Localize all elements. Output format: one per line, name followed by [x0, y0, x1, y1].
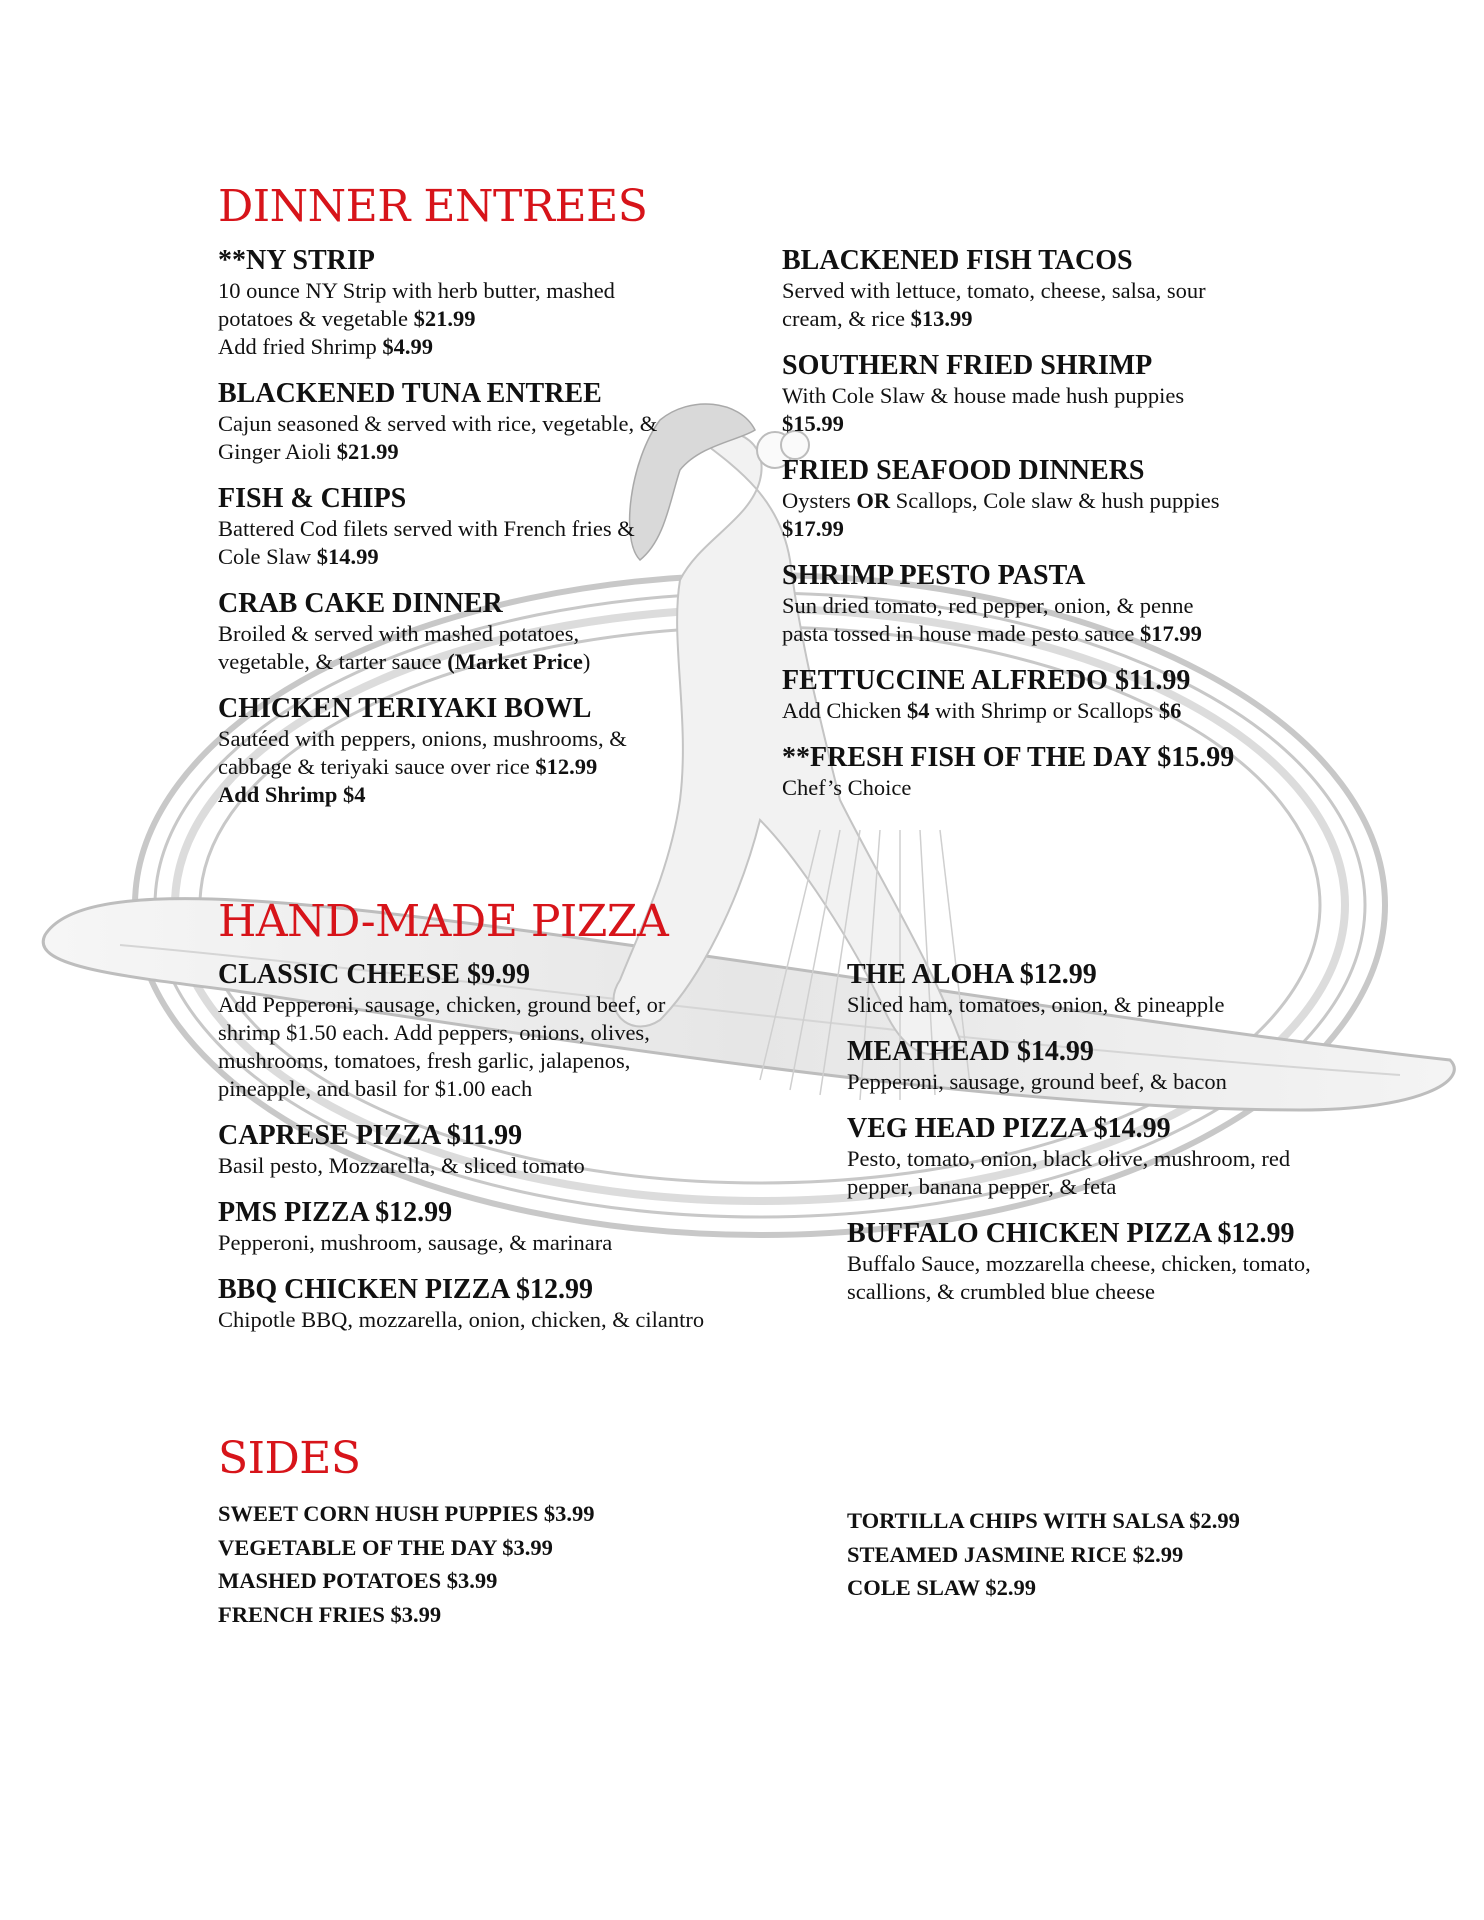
menu-item-description [218, 515, 738, 571]
menu-item-name: **NY STRIP [218, 245, 375, 276]
description-line [218, 648, 738, 676]
section-title-dinner-entrees: DINNER ENTREES [218, 181, 648, 232]
section-title-sides: SIDES [218, 1433, 361, 1484]
price-text: $17.99 [782, 516, 844, 541]
description-text: Add Chicken [782, 698, 907, 723]
description-line [847, 1278, 1447, 1306]
description-line [782, 515, 1342, 543]
menu-item-name: VEG HEAD PIZZA $14.99 [847, 1113, 1171, 1144]
menu-item-description [847, 1068, 1447, 1096]
menu-item-description [218, 1306, 798, 1334]
menu-item [218, 483, 738, 571]
entrees-left-column [218, 245, 738, 826]
sides-left-column [218, 1497, 595, 1631]
menu-item-description [218, 1152, 798, 1180]
menu-item [782, 245, 1342, 333]
side-item: TORTILLA CHIPS WITH SALSA $2.99 [847, 1508, 1240, 1533]
price-text: OR [856, 488, 891, 513]
description-text: mushrooms, tomatoes, fresh garlic, jalapenos, [218, 1048, 631, 1073]
menu-item-name: **FRESH FISH OF THE DAY $15.99 [782, 742, 1235, 773]
menu-item-name: FISH & CHIPS [218, 483, 407, 514]
menu-item-description [847, 991, 1447, 1019]
description-text: Battered Cod filets served with French fries & [218, 516, 635, 541]
price-text: $12.99 [535, 754, 598, 779]
description-line [218, 543, 738, 571]
menu-item [847, 1218, 1447, 1306]
description-line [782, 697, 1342, 725]
description-text: Sautéed with peppers, onions, mushrooms, & [218, 726, 627, 751]
menu-item-description [847, 1250, 1447, 1306]
description-text: cream, & rice [782, 306, 911, 331]
entrees-right-column [782, 245, 1342, 819]
menu-item-description [218, 410, 738, 466]
menu-item-name: FETTUCCINE ALFREDO $11.99 [782, 665, 1191, 696]
description-line [782, 277, 1342, 305]
description-text: Chipotle BBQ, mozzarella, onion, chicken, & cilantro [218, 1307, 705, 1332]
description-text: Buffalo Sauce, mozzarella cheese, chicken, tomato, [847, 1251, 1311, 1276]
menu-item [782, 350, 1342, 438]
price-text: (Market Price [447, 649, 583, 674]
menu-item [218, 1274, 798, 1334]
menu-item-name: SHRIMP PESTO PASTA [782, 560, 1086, 591]
menu-item [782, 742, 1342, 802]
description-line [847, 991, 1447, 1019]
description-text: Pepperoni, mushroom, sausage, & marinara [218, 1230, 613, 1255]
description-text: Cole Slaw [218, 544, 317, 569]
menu-item [218, 378, 738, 466]
menu-item-description [782, 277, 1342, 333]
menu-item-name: CHICKEN TERIYAKI BOWL [218, 693, 592, 724]
menu-item [218, 245, 738, 361]
description-text: with Shrimp or Scallops [929, 698, 1159, 723]
menu-item-name: BUFFALO CHICKEN PIZZA $12.99 [847, 1218, 1295, 1249]
description-line [218, 1047, 798, 1075]
menu-item [218, 959, 798, 1103]
description-line [782, 774, 1342, 802]
description-line [218, 1152, 798, 1180]
price-text: $13.99 [910, 306, 973, 331]
menu-item-description [782, 774, 1342, 802]
menu-item-name: THE ALOHA $12.99 [847, 959, 1097, 990]
description-line [218, 1075, 798, 1103]
description-line [218, 725, 738, 753]
description-text: vegetable, & tarter sauce [218, 649, 448, 674]
price-text: $6 [1158, 698, 1182, 723]
menu-item-name: CLASSIC CHEESE $9.99 [218, 959, 530, 990]
menu-item-description [782, 697, 1342, 725]
description-line [218, 1229, 798, 1257]
description-line [782, 487, 1342, 515]
description-line [218, 410, 738, 438]
menu-item-name: CAPRESE PIZZA $11.99 [218, 1120, 523, 1151]
price-text: $4 [906, 698, 930, 723]
description-text: cabbage & teriyaki sauce over rice [218, 754, 536, 779]
description-text: Add fried Shrimp [218, 334, 383, 359]
menu-item-description [218, 620, 738, 676]
menu-item-description [218, 991, 798, 1103]
menu-item [218, 693, 738, 809]
description-line [782, 620, 1342, 648]
description-line [218, 991, 798, 1019]
menu-item-name: BLACKENED FISH TACOS [782, 245, 1133, 276]
description-text: Sun dried tomato, red pepper, onion, & penne [782, 593, 1194, 618]
menu-item [782, 665, 1342, 725]
menu-item [847, 1113, 1447, 1201]
pizza-right-column [847, 959, 1447, 1323]
description-text: 10 ounce NY Strip with herb butter, mashed [218, 278, 615, 303]
description-text: Ginger Aioli [218, 439, 337, 464]
side-item: SWEET CORN HUSH PUPPIES $3.99 [218, 1501, 595, 1526]
description-text: Basil pesto, Mozzarella, & sliced tomato [218, 1153, 585, 1178]
price-text: $4.99 [382, 334, 433, 359]
menu-item-name: BLACKENED TUNA ENTREE [218, 378, 602, 409]
description-text: shrimp $1.50 each. Add peppers, onions, olives, [218, 1020, 650, 1045]
description-line [782, 382, 1342, 410]
description-line [218, 305, 738, 333]
description-line [218, 781, 738, 809]
side-item: VEGETABLE OF THE DAY $3.99 [218, 1534, 553, 1560]
menu-item-name: MEATHEAD $14.99 [847, 1036, 1094, 1067]
menu-item [782, 560, 1342, 648]
description-line [218, 333, 738, 361]
menu-item [847, 1036, 1447, 1096]
description-line [218, 515, 738, 543]
side-item: STEAMED JASMINE RICE $2.99 [847, 1541, 1184, 1567]
description-text: potatoes & vegetable [218, 306, 414, 331]
description-line [847, 1250, 1447, 1278]
description-line [218, 753, 738, 781]
description-text: pepper, banana pepper, & feta [847, 1174, 1117, 1199]
description-text: Broiled & served with mashed potatoes, [218, 621, 580, 646]
description-text: Pesto, tomato, onion, black olive, mushroom, red [847, 1146, 1291, 1171]
menu-item-name: CRAB CAKE DINNER [218, 588, 503, 619]
menu-item-name: BBQ CHICKEN PIZZA $12.99 [218, 1274, 593, 1305]
menu-item-description [218, 277, 738, 361]
description-line [782, 592, 1342, 620]
price-text: $21.99 [336, 439, 399, 464]
description-line [847, 1068, 1447, 1096]
menu-item-name: PMS PIZZA $12.99 [218, 1197, 453, 1228]
price-text: Add Shrimp $4 [218, 782, 366, 807]
description-text: Scallops, Cole slaw & hush puppies [890, 488, 1220, 513]
sides-right-column [847, 1504, 1240, 1605]
price-text: $15.99 [782, 411, 844, 436]
description-line [218, 1306, 798, 1334]
description-line [218, 620, 738, 648]
description-line [218, 1019, 798, 1047]
description-text: Add Pepperoni, sausage, chicken, ground beef, or [218, 992, 666, 1017]
description-text: Sliced ham, tomatoes, onion, & pineapple [847, 992, 1225, 1017]
menu-item [847, 959, 1447, 1019]
price-text: $17.99 [1140, 621, 1202, 646]
description-line [847, 1173, 1447, 1201]
menu-item-description [847, 1145, 1447, 1201]
pizza-left-column [218, 959, 798, 1351]
menu-item [782, 455, 1342, 543]
menu-item-description [218, 1229, 798, 1257]
menu-item-description [218, 725, 738, 809]
description-text: Cajun seasoned & served with rice, vegetable, & [218, 411, 658, 436]
side-item: FRENCH FRIES $3.99 [218, 1601, 442, 1627]
menu-item [218, 1120, 798, 1180]
description-line [847, 1145, 1447, 1173]
side-item: COLE SLAW $2.99 [847, 1575, 1037, 1600]
description-text: Chef’s Choice [782, 775, 912, 800]
side-item: MASHED POTATOES $3.99 [218, 1568, 498, 1593]
description-text: Oysters [782, 488, 857, 513]
section-title-hand-made-pizza: HAND-MADE PIZZA [218, 896, 669, 947]
description-text: ) [582, 649, 591, 674]
description-text: Served with lettuce, tomato, cheese, salsa, sour [782, 278, 1206, 303]
description-line [218, 277, 738, 305]
menu-item [218, 1197, 798, 1257]
description-text: scallions, & crumbled blue cheese [847, 1279, 1156, 1304]
description-line [782, 410, 1342, 438]
description-line [218, 438, 738, 466]
menu-item-name: FRIED SEAFOOD DINNERS [782, 455, 1145, 486]
menu-item-description [782, 487, 1342, 543]
price-text: $21.99 [413, 306, 476, 331]
description-text: With Cole Slaw & house made hush puppies [782, 383, 1185, 408]
price-text: $14.99 [316, 544, 379, 569]
description-text: pasta tossed in house made pesto sauce [782, 621, 1141, 646]
menu-item-description [782, 592, 1342, 648]
menu-item-description [782, 382, 1342, 438]
description-text: pineapple, and basil for $1.00 each [218, 1076, 533, 1101]
menu-item [218, 588, 738, 676]
description-text: Pepperoni, sausage, ground beef, & bacon [847, 1069, 1227, 1094]
menu-item-name: SOUTHERN FRIED SHRIMP [782, 350, 1153, 381]
description-line [782, 305, 1342, 333]
